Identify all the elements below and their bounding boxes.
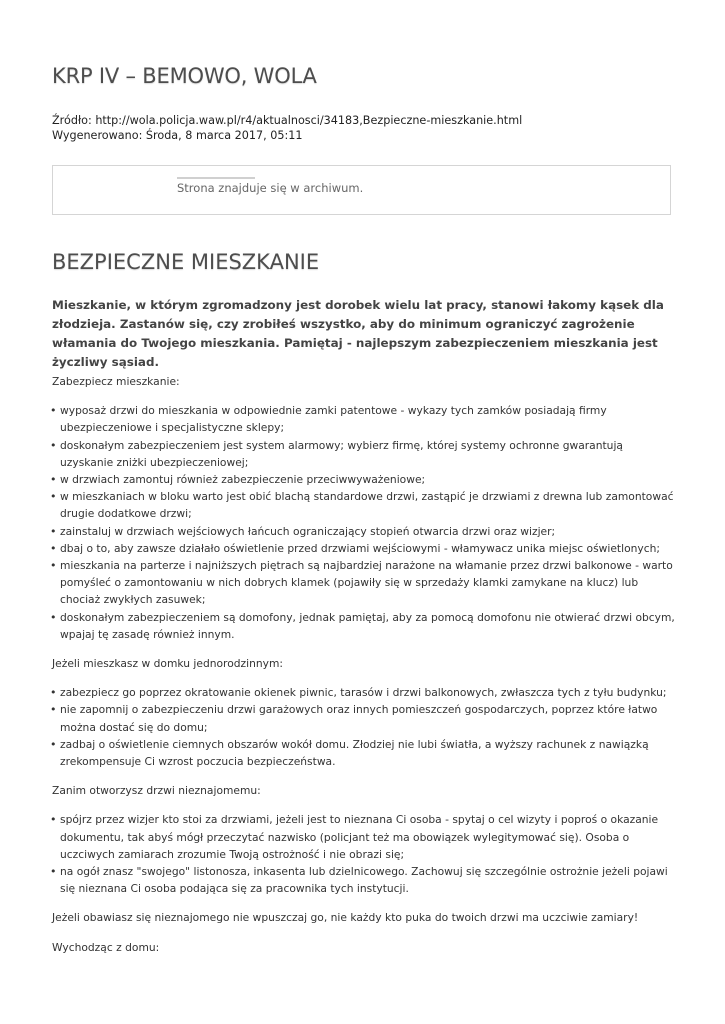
bullet-list xyxy=(52,402,677,643)
article-title: BEZPIECZNE MIESZKANIE xyxy=(52,250,320,274)
document-meta xyxy=(52,113,522,143)
archive-notice xyxy=(52,165,671,215)
list-item: • mieszkania na parterze i najniższych piętrach są najbardziej narażone na włamanie przez drzwi balkonowe - warto pomyśleć o zamontowaniu w nich dobrych klamek (pojawiły się w sprzedaży klamki zamykane na klucz) lub chociaż zwykłych zasuwek; xyxy=(52,557,677,609)
article-body xyxy=(52,373,677,968)
list-item: • dbaj o to, aby zawsze działało oświetlenie przed drzwiami wejściowymi - włamywacz unika miejsc oświetlonych; xyxy=(52,540,677,557)
list-item: • zadbaj o oświetlenie ciemnych obszarów wokół domu. Złodziej nie lubi światła, a wyższy rachunek z nawiązką zrekompensuje Ci wzrost poczucia bezpieczeństwa. xyxy=(52,736,677,770)
notice-divider xyxy=(177,177,255,179)
list-item: • wyposaż drzwi do mieszkania w odpowiednie zamki patentowe - wykazy tych zamków posiadają firmy ubezpieczeniowe i specjalistyczne sklepy; xyxy=(52,402,677,436)
section-heading: Wychodząc z domu: xyxy=(52,940,160,954)
archive-notice-text: Strona znajduje się w archiwum. xyxy=(177,181,364,195)
list-item: • nie zapomnij o zabezpieczeniu drzwi garażowych oraz innych pomieszczeń gospodarczych, poprzez które łatwo można dostać się do domu; xyxy=(52,701,677,735)
warning-text: Jeżeli obawiasz się nieznajomego nie wpuszczaj go, nie każdy kto puka do twoich drzwi ma uczciwie zamiary! xyxy=(52,911,639,925)
section-heading: Jeżeli mieszkasz w domku jednorodzinnym: xyxy=(52,657,283,671)
bullet-list xyxy=(52,684,677,770)
article-lead: Mieszkanie, w którym zgromadzony jest dorobek wielu lat pracy, stanowi łakomy kąsek dla złodzieja. Zastanów się, czy zrobiłeś wszystko, aby do minimum ograniczyć zagrożenie włamania do Twojego mieszkania. Pamiętaj - najlepszym zabezpieczeniem mieszkania jest życzliwy sąsiad. xyxy=(52,298,664,369)
list-item: • zabezpiecz go poprzez okratowanie okienek piwnic, tarasów i drzwi balkonowych, zwłaszcza tych z tyłu budynku; xyxy=(52,684,677,701)
bullet-list xyxy=(52,811,677,897)
list-item: • w drzwiach zamontuj również zabezpieczenie przeciwwyważeniowe; xyxy=(52,471,677,488)
site-title: KRP IV – BEMOWO, WOLA xyxy=(52,64,317,88)
section-heading: Zabezpiecz mieszkanie: xyxy=(52,375,180,388)
list-item: • doskonałym zabezpieczeniem jest system alarmowy; wybierz firmę, której systemy ochronne gwarantują uzyskanie zniżki ubezpieczeniowej; xyxy=(52,437,677,471)
list-item: • spójrz przez wizjer kto stoi za drzwiami, jeżeli jest to nieznana Ci osoba - spytaj o cel wizyty i poproś o okazanie dokumentu, tak abyś mógł przeczytać nazwisko (policjant też ma obowiązek wylegitymować się). Osoba o uczciwych zamiarach zrozumie Twoją ostrożność i nie obrazi się; xyxy=(52,811,677,863)
section-heading: Zanim otworzysz drzwi nieznajomemu: xyxy=(52,784,261,798)
list-item: • doskonałym zabezpieczeniem są domofony, jednak pamiętaj, aby za pomocą domofonu nie otwierać drzwi obcym, wpajaj tę zasadę również innym. xyxy=(52,609,677,643)
generated-line: Wygenerowano: Środa, 8 marca 2017, 05:11 xyxy=(52,129,303,142)
list-item: • na ogół znasz "swojego" listonosza, inkasenta lub dzielnicowego. Zachowuj się szczególnie ostrożnie jeżeli pojawi się nieznana Ci osoba podająca się za pracownika tych instytucji. xyxy=(52,863,677,897)
list-item: • zainstaluj w drzwiach wejściowych łańcuch ograniczający stopień otwarcia drzwi oraz wizjer; xyxy=(52,523,677,540)
source-line: Źródło: http://wola.policja.waw.pl/r4/aktualnosci/34183,Bezpieczne-mieszkanie.html xyxy=(52,114,523,127)
list-item: • w mieszkaniach w bloku warto jest obić blachą standardowe drzwi, zastąpić je drzwiami z drewna lub zamontować drugie dodatkowe drzwi; xyxy=(52,488,677,522)
